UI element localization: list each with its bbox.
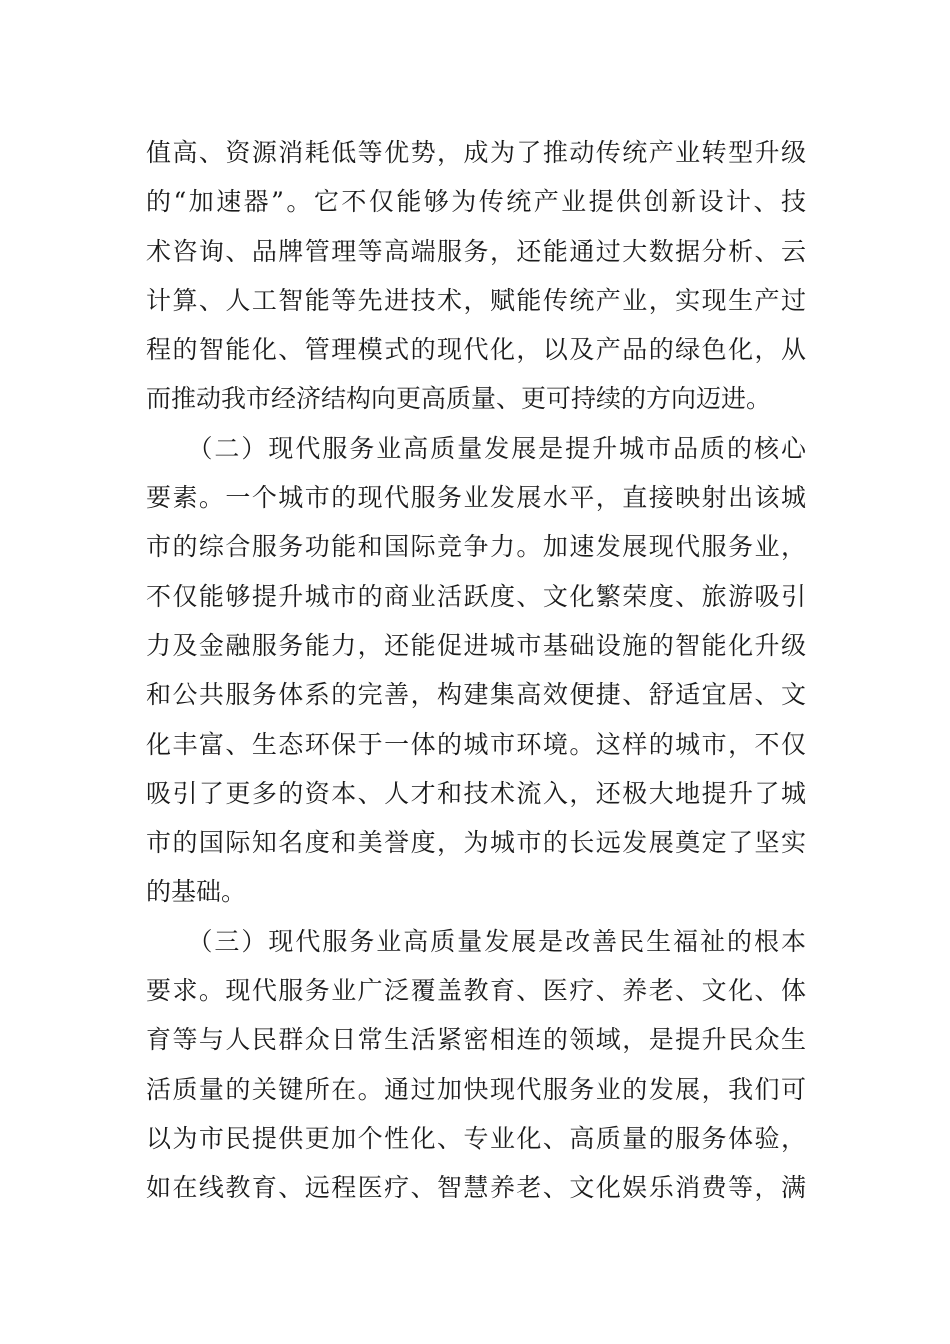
body-text xyxy=(146,128,806,1213)
text-line: 市的综合服务功能和国际竞争力。加速发展现代服务业， xyxy=(146,532,806,562)
text-line: 力及金融服务能力，还能促进城市基础设施的智能化升级 xyxy=(146,630,806,660)
section-heading-line: （二）现代服务业高质量发展是提升城市品质的核心 xyxy=(146,433,806,463)
text-line: 值高、资源消耗低等优势，成为了推动传统产业转型升级 xyxy=(146,138,806,167)
text-line: 活质量的关键所在。通过加快现代服务业的发展，我们可 xyxy=(146,1074,806,1104)
text-line: 术咨询、品牌管理等高端服务，还能通过大数据分析、云 xyxy=(146,236,806,266)
section-heading-line: （三）现代服务业高质量发展是改善民生福祉的根本 xyxy=(146,926,806,956)
text-line: 以为市民提供更加个性化、专业化、高质量的服务体验， xyxy=(146,1123,806,1153)
text-line: 市的国际知名度和美誉度，为城市的长远发展奠定了坚实 xyxy=(146,828,806,858)
text-line: 化丰富、生态环保于一体的城市环境。这样的城市，不仅 xyxy=(146,729,806,759)
text-line: 如在线教育、远程医疗、智慧养老、文化娱乐消费等，满 xyxy=(146,1173,806,1203)
text-line: 而推动我市经济结构向更高质量、更可持续的方向迈进。 xyxy=(146,384,772,414)
text-line: 育等与人民群众日常生活紧密相连的领域，是提升民众生 xyxy=(146,1025,806,1055)
text-line: 要求。现代服务业广泛覆盖教育、医疗、养老、文化、体 xyxy=(146,976,806,1006)
text-line: 要素。一个城市的现代服务业发展水平，直接映射出该城 xyxy=(146,483,806,513)
text-line: 计算、人工智能等先进技术，赋能传统产业，实现生产过 xyxy=(146,285,806,315)
text-line: 不仅能够提升城市的商业活跃度、文化繁荣度、旅游吸引 xyxy=(146,581,806,611)
text-line: 程的智能化、管理模式的现代化，以及产品的绿色化，从 xyxy=(146,335,806,365)
text-line: 的基础。 xyxy=(146,877,247,907)
text-line: 的“加速器”。它不仅能够为传统产业提供创新设计、技 xyxy=(146,187,806,217)
text-line: 和公共服务体系的完善，构建集高效便捷、舒适宜居、文 xyxy=(146,680,806,710)
text-line: 吸引了更多的资本、人才和技术流入，还极大地提升了城 xyxy=(146,778,806,808)
